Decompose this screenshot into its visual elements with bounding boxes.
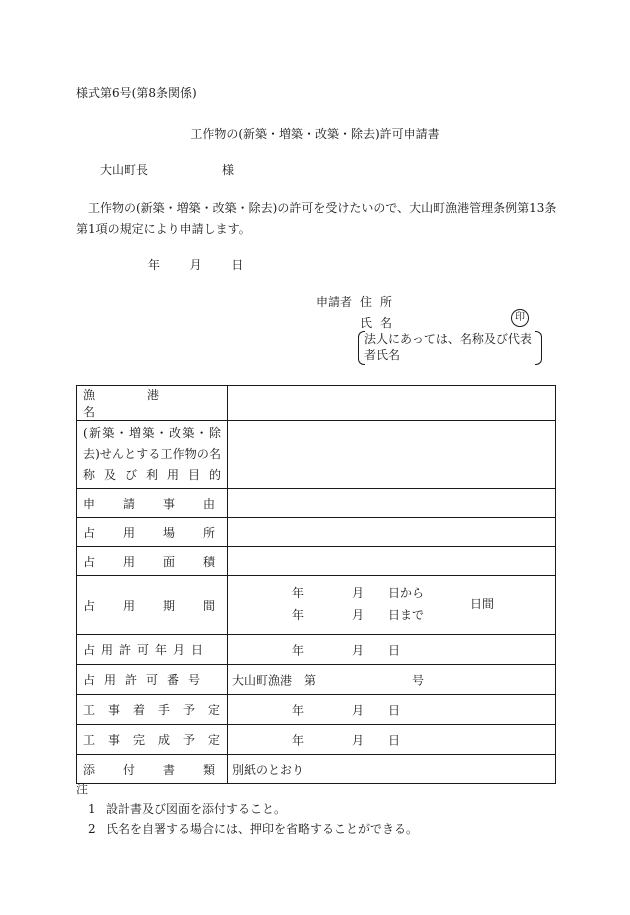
page-title: 工作物の(新築・増築・改築・除去)許可申請書 bbox=[190, 127, 440, 141]
table-row bbox=[77, 665, 556, 695]
construction-start-grid bbox=[228, 695, 555, 724]
close-paren bbox=[535, 331, 542, 365]
occupancy-place-field[interactable] bbox=[228, 518, 556, 547]
period-to-month: 月 bbox=[352, 608, 365, 622]
label-cell bbox=[77, 421, 228, 489]
permit-year: 年 bbox=[292, 643, 305, 657]
construction-start-field[interactable] bbox=[228, 695, 556, 725]
permit-number-grid bbox=[228, 665, 555, 694]
name-label: 氏名 bbox=[360, 316, 401, 330]
row-label-text: 占用場所 bbox=[83, 525, 244, 540]
note-text: 設計書及び図面を添付すること。 bbox=[106, 802, 287, 816]
end-month: 月 bbox=[352, 733, 365, 747]
label-cell bbox=[77, 695, 234, 725]
open-paren bbox=[358, 331, 365, 365]
row-label-text: 占用期間 bbox=[83, 598, 244, 613]
note-text: 氏名を自署する場合には、押印を省略することができる。 bbox=[106, 822, 419, 836]
table-row bbox=[77, 725, 556, 755]
table-row bbox=[77, 518, 556, 547]
label-cell bbox=[77, 489, 244, 518]
applicant-label: 申請者 bbox=[316, 295, 353, 309]
occupancy-area-field[interactable] bbox=[228, 547, 556, 576]
application-date bbox=[148, 256, 243, 273]
construction-end-field[interactable] bbox=[228, 725, 556, 755]
permit-number-go: 号 bbox=[412, 673, 425, 687]
table-row bbox=[77, 386, 556, 421]
row-label-text: 占用許可番号 bbox=[83, 673, 210, 687]
end-year: 年 bbox=[292, 733, 305, 747]
table-row bbox=[77, 755, 556, 784]
occupancy-period-field[interactable] bbox=[228, 576, 556, 635]
addressee-honorific: 様 bbox=[222, 163, 235, 177]
permit-number-field[interactable] bbox=[228, 665, 556, 695]
table-row bbox=[77, 421, 556, 489]
period-to-year: 年 bbox=[292, 608, 305, 622]
period-to-day: 日まで bbox=[388, 608, 425, 622]
row-label bbox=[83, 386, 221, 420]
attachments-value: 別紙のとおり bbox=[232, 762, 305, 777]
date-year: 年 bbox=[148, 258, 161, 272]
note-item bbox=[88, 800, 286, 817]
period-from-month: 月 bbox=[352, 586, 365, 600]
form-number: 様式第6号(第8条関係) bbox=[76, 86, 197, 100]
row-label-text: 占用許可年月日 bbox=[83, 643, 210, 657]
note-number: 1 bbox=[88, 802, 96, 816]
note-number: 2 bbox=[88, 822, 96, 836]
period-days: 日間 bbox=[470, 597, 495, 611]
permit-number-prefix: 大山町漁港 bbox=[232, 673, 293, 687]
row-label-text: (新築・増築・改築・除去)せんとする工作物の名称及び利用目的 bbox=[83, 426, 221, 482]
row-label-text: 占用面積 bbox=[83, 554, 244, 569]
permit-number-dai: 第 bbox=[304, 673, 317, 687]
row-label-text: 添付書類 bbox=[83, 762, 244, 777]
label-cell bbox=[77, 547, 244, 576]
note-item bbox=[88, 820, 418, 837]
row-label-text: 漁港名 bbox=[83, 388, 212, 419]
corporation-note bbox=[358, 331, 542, 363]
end-day: 日 bbox=[388, 733, 401, 747]
row-label-text: 工事着手予定 bbox=[83, 703, 234, 717]
notes-heading: 注 bbox=[76, 782, 89, 796]
seal-mark: 印 bbox=[511, 309, 529, 327]
intro-text: 工作物の(新築・増築・改築・除去)の許可を受けたいので、大山町漁港管理条例第13条第1項の規定により申請します。 bbox=[76, 201, 557, 236]
permit-month: 月 bbox=[352, 643, 365, 657]
permit-date-field[interactable] bbox=[228, 635, 556, 665]
period-from-day: 日から bbox=[388, 586, 425, 600]
row-label-text: 申請事由 bbox=[83, 496, 244, 511]
date-month: 月 bbox=[189, 258, 202, 272]
label-cell bbox=[77, 635, 228, 665]
start-day: 日 bbox=[388, 703, 401, 717]
intro-paragraph bbox=[76, 198, 566, 240]
fishing-port-field[interactable] bbox=[228, 386, 556, 421]
corporation-note-text: 法人にあっては、名称及び代表者氏名 bbox=[364, 332, 532, 362]
table-row bbox=[77, 635, 556, 665]
row-label-text: 工事完成予定 bbox=[83, 733, 234, 747]
address-label: 住所 bbox=[360, 295, 401, 309]
addressee bbox=[100, 161, 235, 178]
construction-end-grid bbox=[228, 725, 555, 754]
label-cell bbox=[77, 755, 244, 784]
table-row bbox=[77, 576, 556, 635]
table-row bbox=[77, 489, 556, 518]
period-grid bbox=[228, 576, 555, 634]
period-from-year: 年 bbox=[292, 586, 305, 600]
table-row bbox=[77, 547, 556, 576]
start-month: 月 bbox=[352, 703, 365, 717]
start-year: 年 bbox=[292, 703, 305, 717]
label-cell bbox=[77, 518, 244, 547]
attachments-field[interactable] bbox=[228, 755, 556, 784]
date-day: 日 bbox=[231, 258, 244, 272]
permit-day: 日 bbox=[388, 643, 401, 657]
addressee-name: 大山町長 bbox=[100, 163, 149, 177]
application-table bbox=[76, 385, 556, 784]
label-cell bbox=[77, 665, 228, 695]
permit-date-grid bbox=[228, 635, 555, 664]
label-cell bbox=[77, 386, 228, 421]
label-cell bbox=[77, 576, 244, 635]
table-row bbox=[77, 695, 556, 725]
application-reason-field[interactable] bbox=[228, 489, 556, 518]
structure-name-field[interactable] bbox=[228, 421, 556, 489]
label-cell bbox=[77, 725, 234, 755]
